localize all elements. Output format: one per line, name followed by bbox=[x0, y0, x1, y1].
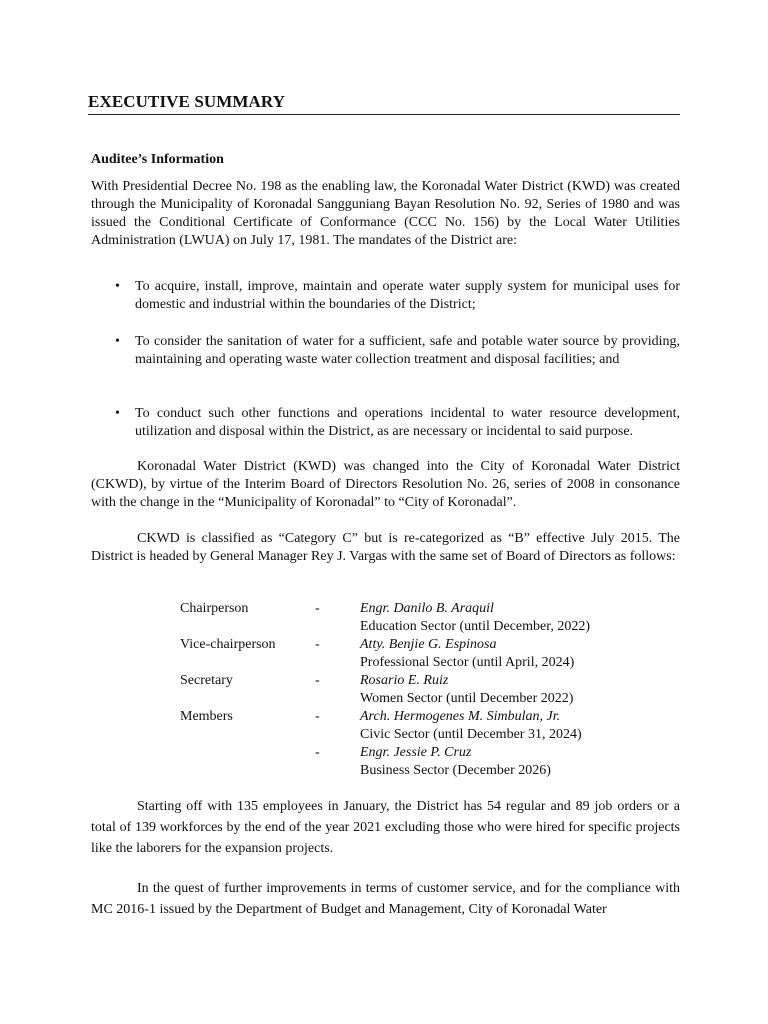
bullet-icon: • bbox=[115, 406, 120, 421]
board-member-name: Atty. Benjie G. Espinosa bbox=[360, 637, 497, 652]
mandate-item-3 bbox=[115, 405, 680, 441]
board-row bbox=[180, 600, 680, 636]
board-role: Members bbox=[180, 709, 233, 724]
board-role: Secretary bbox=[180, 673, 233, 688]
employees-paragraph: Starting off with 135 employees in January, the District has 54 regular and 89 job orders or a total of 139 workforces by the end of the year 2021 excluding those who were hired for specific projects like the laborers for the expansion projects. bbox=[91, 799, 680, 856]
board-member-name: Rosario E. Ruiz bbox=[360, 673, 449, 688]
board-member-name: Engr. Danilo B. Araquil bbox=[360, 601, 494, 616]
board-member-sector: Women Sector (until December 2022) bbox=[360, 691, 574, 706]
board-of-directors-list bbox=[180, 600, 680, 780]
mandate-item-1 bbox=[115, 278, 680, 314]
mandate-text: To consider the sanitation of water for a sufficient, safe and potable water source by providing, maintaining and operating waste water collection treatment and disposal facilities; and bbox=[135, 334, 680, 367]
improvement-paragraph: In the quest of further improvements in terms of customer service, and for the compliance with MC 2016-1 issued by the Department of Budget and Management, City of Koronadal Water bbox=[91, 881, 680, 917]
board-member-sector: Education Sector (until December, 2022) bbox=[360, 619, 590, 634]
board-member-name: Arch. Hermogenes M. Simbulan, Jr. bbox=[360, 709, 561, 724]
board-role: Chairperson bbox=[180, 601, 249, 616]
board-row bbox=[180, 708, 680, 744]
board-row bbox=[180, 744, 680, 780]
board-row bbox=[180, 672, 680, 708]
ckwd-paragraph: Koronadal Water District (KWD) was changed into the City of Koronadal Water District (CKWD), by virtue of the Interim Board of Directors Resolution No. 26, series of 2008 in consonance with the change in the “Municipality of Koronadal” to “City of Koronadal”. bbox=[91, 459, 680, 510]
board-row bbox=[180, 636, 680, 672]
board-dash: - bbox=[315, 637, 320, 652]
mandate-text: To acquire, install, improve, maintain and operate water supply system for municipal uses for domestic and industrial within the boundaries of the District; bbox=[135, 279, 680, 312]
page-title: EXECUTIVE SUMMARY bbox=[88, 92, 680, 115]
section-heading: Auditee’s Information bbox=[91, 152, 224, 167]
category-paragraph: CKWD is classified as “Category C” but is re-categorized as “B” effective July 2015. The District is headed by General Manager Rey J. Vargas with the same set of Board of Directors as follows: bbox=[91, 531, 680, 564]
board-role: Vice-chairperson bbox=[180, 637, 276, 652]
intro-paragraph: With Presidential Decree No. 198 as the enabling law, the Koronadal Water District (KWD) was created through the Municipality of Koronadal Sangguniang Bayan Resolution No. 92, Series of 1980 and was issued the Conditional Certificate of Conformance (CCC No. 156) by the Local Water Utilities Administration (LWUA) on July 17, 1981. The mandates of the District are: bbox=[91, 179, 680, 248]
board-dash: - bbox=[315, 601, 320, 616]
board-member-sector: Civic Sector (until December 31, 2024) bbox=[360, 727, 582, 742]
mandate-text: To conduct such other functions and operations incidental to water resource development, utilization and disposal within the District, as are necessary or incidental to said purpose. bbox=[135, 406, 680, 439]
board-dash: - bbox=[315, 673, 320, 688]
mandate-item-2 bbox=[115, 333, 680, 369]
bullet-icon: • bbox=[115, 279, 120, 294]
board-member-sector: Professional Sector (until April, 2024) bbox=[360, 655, 575, 670]
board-dash: - bbox=[315, 709, 320, 724]
board-member-name: Engr. Jessie P. Cruz bbox=[360, 745, 472, 760]
board-dash: - bbox=[315, 745, 320, 760]
bullet-icon: • bbox=[115, 334, 120, 349]
board-member-sector: Business Sector (December 2026) bbox=[360, 763, 551, 778]
